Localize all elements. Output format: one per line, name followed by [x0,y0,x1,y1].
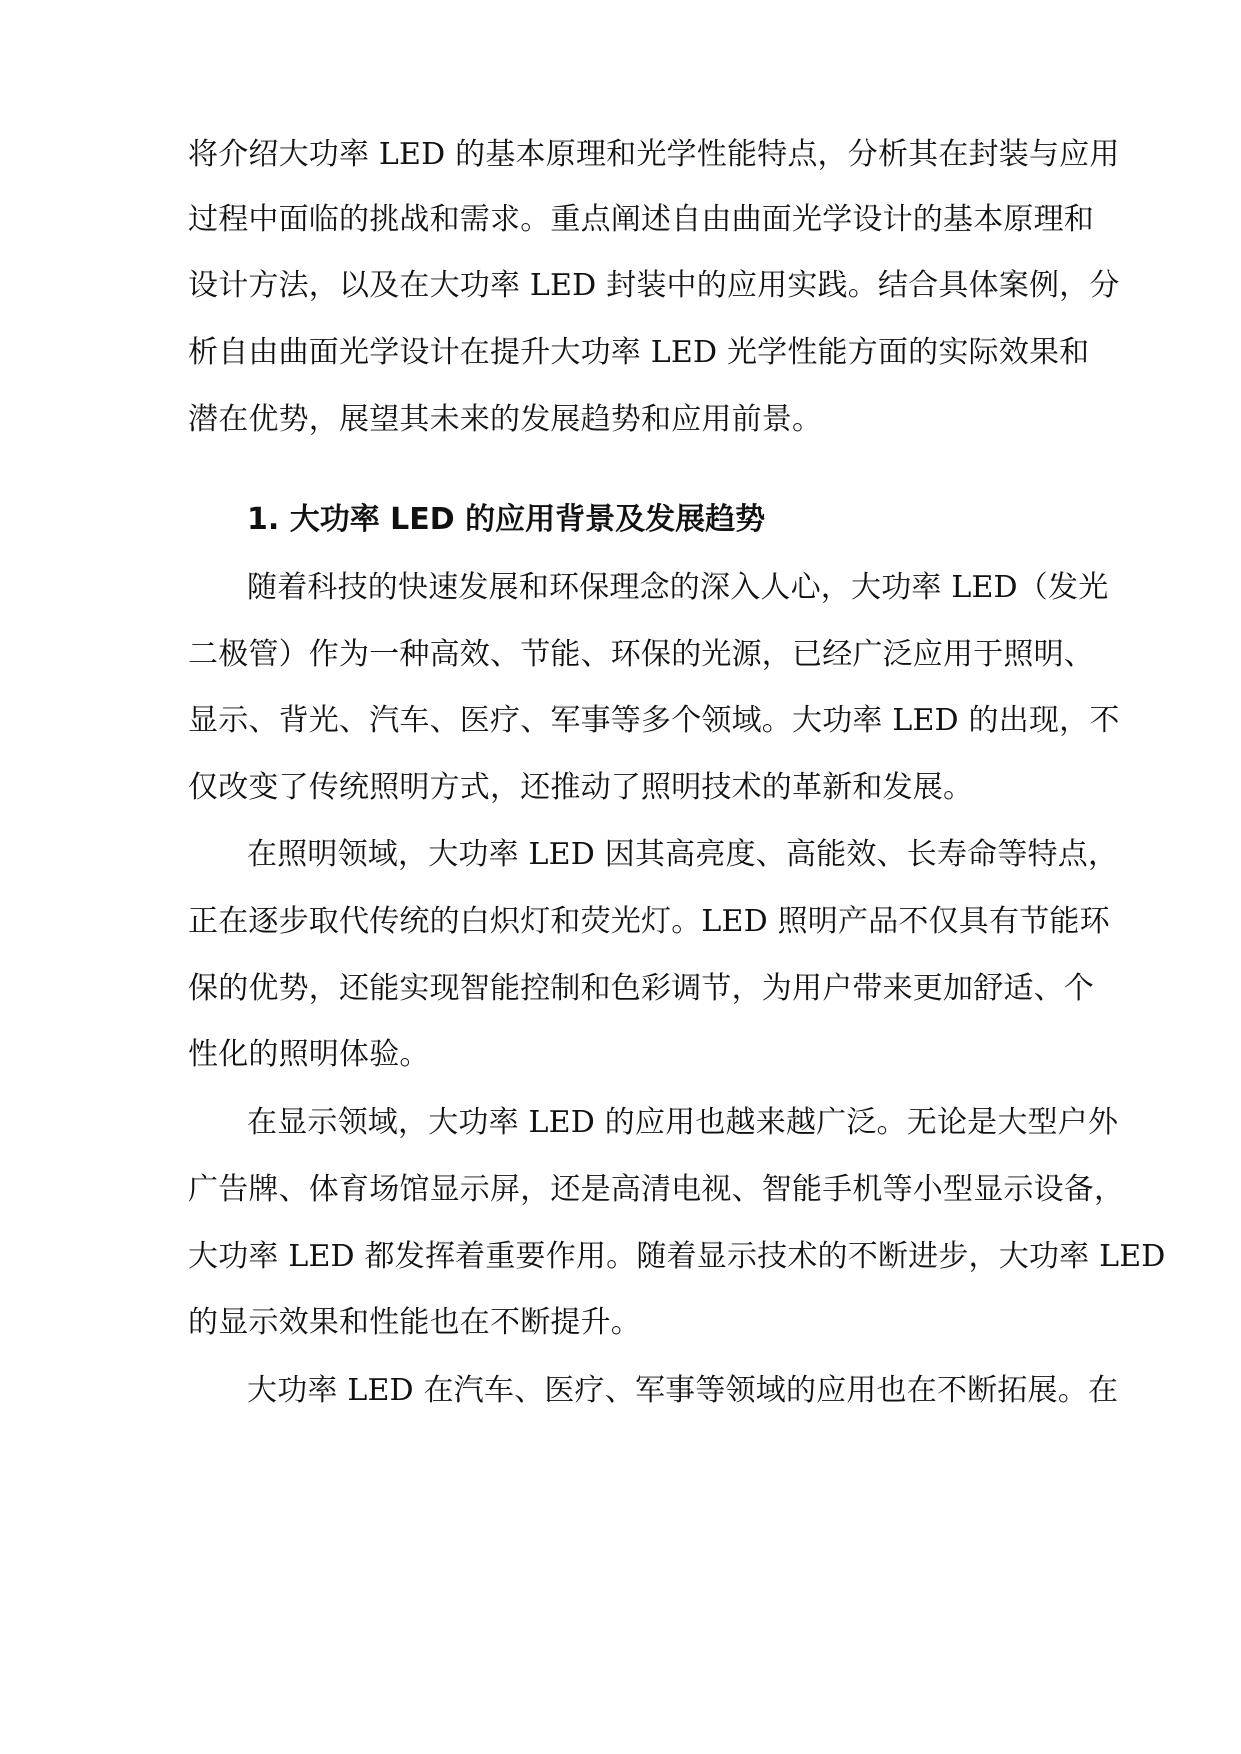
intro-line-4: 析自由曲面光学设计在提升大功率 LED 光学性能方面的实际效果和 [188,335,1090,370]
p1-line-2: 二极管）作为一种高效、节能、环保的光源，已经广泛应用于照明、 [188,637,1094,672]
p1-line-1: 随着科技的快速发展和环保理念的深入人心，大功率 LED（发光 [247,570,1109,605]
p1-line-4: 仅改变了传统照明方式，还推动了照明技术的革新和发展。 [188,770,974,805]
p4-line-1: 大功率 LED 在汽车、医疗、军事等领域的应用也在不断拓展。在 [247,1373,1119,1408]
p3-line-2: 广告牌、体育场馆显示屏，还是高清电视、智能手机等小型显示设备， [188,1172,1125,1207]
p2-line-1: 在照明领域，大功率 LED 因其高亮度、高能效、长寿命等特点， [247,837,1119,872]
p2-line-4: 性化的照明体验。 [188,1037,430,1072]
p1-line-3: 显示、背光、汽车、医疗、军事等多个领域。大功率 LED 的出现，不 [188,703,1120,738]
intro-line-2: 过程中面临的挑战和需求。重点阐述自由曲面光学设计的基本原理和 [188,202,1094,237]
p3-line-3: 大功率 LED 都发挥着重要作用。随着显示技术的不断进步，大功率 LED [188,1239,1166,1274]
p2-line-2: 正在逐步取代传统的白炽灯和荧光灯。LED 照明产品不仅具有节能环 [188,904,1110,939]
p2-line-3: 保的优势，还能实现智能控制和色彩调节，为用户带来更加舒适、个 [188,971,1094,1006]
p3-line-1: 在显示领域，大功率 LED 的应用也越来越广泛。无论是大型户外 [247,1105,1119,1140]
intro-line-1: 将介绍大功率 LED 的基本原理和光学性能特点，分析其在封装与应用 [188,137,1120,172]
intro-line-3: 设计方法，以及在大功率 LED 封装中的应用实践。结合具体案例，分 [188,268,1120,303]
intro-line-5: 潜在优势，展望其未来的发展趋势和应用前景。 [188,402,823,437]
section-heading: 1. 大功率 LED 的应用背景及发展趋势 [247,502,766,537]
p3-line-4: 的显示效果和性能也在不断提升。 [188,1305,641,1340]
